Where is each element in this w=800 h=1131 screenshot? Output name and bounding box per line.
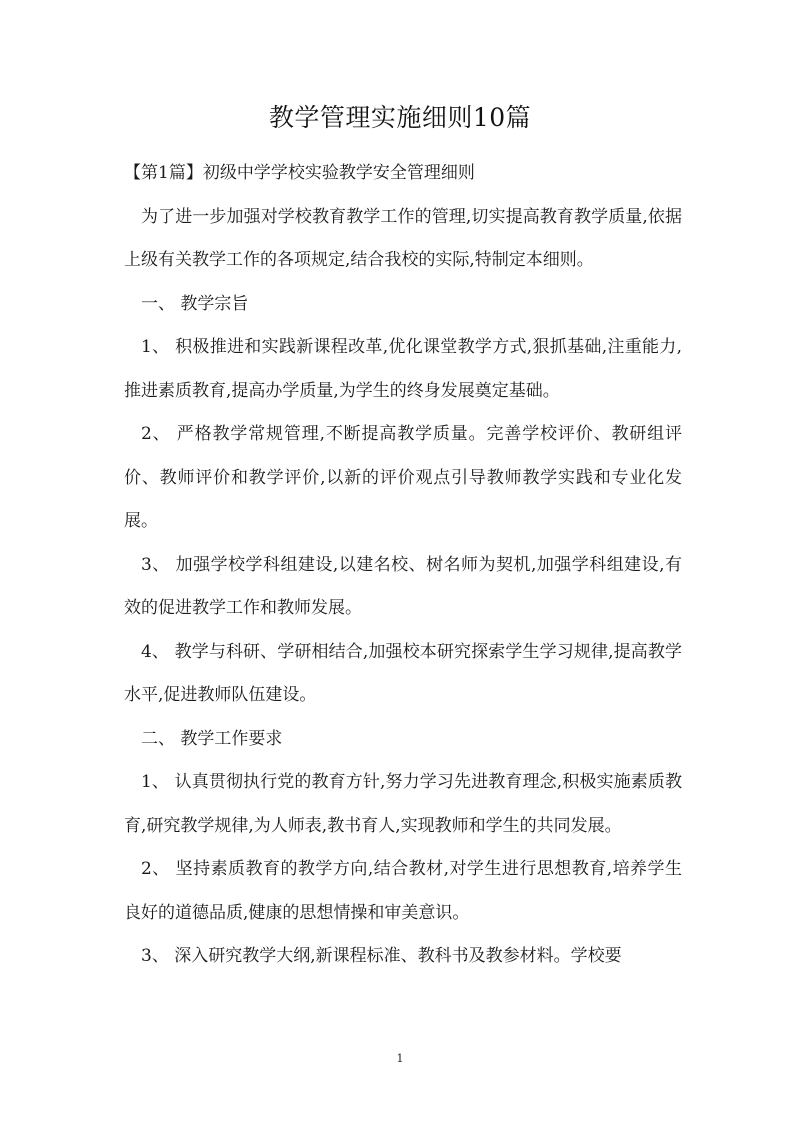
section-heading-teaching-requirements: 二、 教学工作要求	[141, 728, 283, 749]
list-item-purpose-1: 1、 积极推进和实践新课程改革,优化课堂教学方式,狠抓基础,注重能力,推进素质教育,提高办学质量,为学生的终身发展奠定基础。	[124, 337, 682, 401]
list-item-purpose-4: 4、 教学与科研、学研相结合,加强校本研究探索学生学习规律,提高教学水平,促进教师队伍建设。	[124, 641, 682, 705]
document-title: 教学管理实施细则10篇	[268, 103, 532, 132]
list-item-purpose-2: 2、 严格教学常规管理,不断提高教学质量。完善学校评价、教研组评价、教师评价和教学评价,以新的评价观点引导教师教学实践和专业化发展。	[124, 424, 682, 531]
document-body	[124, 152, 682, 979]
page-number: 1	[396, 1052, 404, 1065]
paragraph-intro: 为了进一步加强对学校教育教学工作的管理,切实提高教育教学质量,依据上级有关教学工作的各项规定,结合我校的实际,特制定本细则。	[124, 206, 682, 270]
list-item-requirement-3: 3、 深入研究教学大纲,新课程标准、教科书及教参材料。学校要	[141, 946, 622, 966]
list-item-requirement-2: 2、 坚持素质教育的教学方向,结合教材,对学生进行思想教育,培养学生良好的道德品质,健康的思想情操和审美意识。	[124, 859, 682, 923]
section-heading-teaching-purpose: 一、 教学宗旨	[141, 293, 249, 314]
section-heading-part-1: 【第1篇】初级中学学校实验教学安全管理细则	[124, 163, 475, 183]
list-item-purpose-3: 3、 加强学校学科组建设,以建名校、树名师为契机,加强学科组建设,有效的促进教学工作和教师发展。	[124, 554, 682, 618]
list-item-requirement-1: 1、 认真贯彻执行党的教育方针,努力学习先进教育理念,积极实施素质教育,研究教学规律,为人师表,教书育人,实现教师和学生的共同发展。	[124, 772, 682, 836]
